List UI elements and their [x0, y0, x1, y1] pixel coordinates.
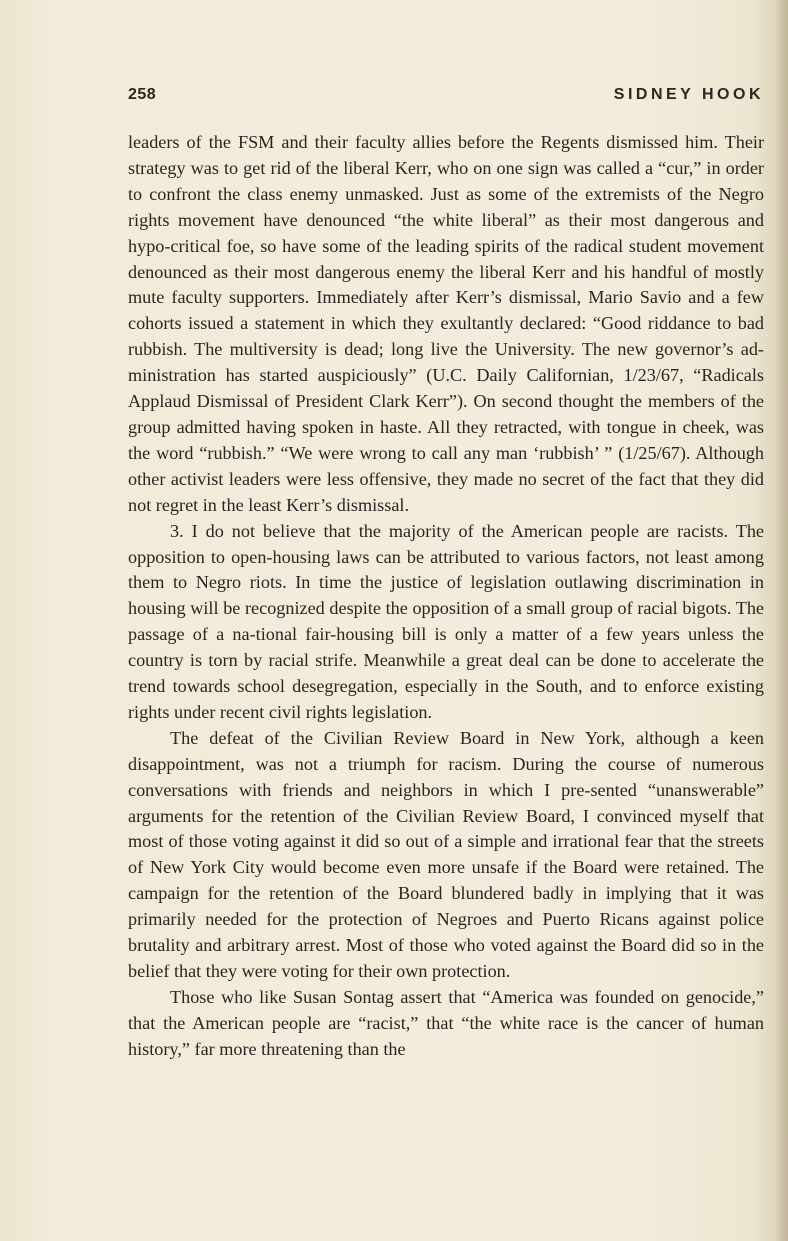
paragraph-3: The defeat of the Civilian Review Board in New York, although a keen disappointment, was not a triumph for racism. During the course of numerous conversations with friends and neighbors in which I pre-sented “unanswerable” arguments for the retention of the Civilian Review Board, I convinced myself that most of those voting against it did so out of a simple and irrational fear that the streets of New York City would become even more unsafe if the Board were retained. The campaign for the retention of the Board blundered badly in implying that it was primarily needed for the protection of Negroes and Puerto Ricans against police brutality and arbitrary arrest. Most of those who voted against the Board did so in the belief that they were voting for their own protection. — [128, 727, 764, 981]
paragraph-1: leaders of the FSM and their faculty allies before the Regents dismissed him. Their strategy was to get rid of the liberal Kerr, who on one sign was called a “cur,” in order to confront the class enemy unmasked. Just as some of the extremists of the Negro rights movement have denounced “the white liberal” as their most dangerous and hypo-critical foe, so have some of the leading spirits of the radical student movement denounced as their most dangerous enemy the liberal Kerr and his handful of mostly mute faculty supporters. Immediately after Kerr’s dismissal, Mario Savio and a few cohorts issued a statement in which they exultantly declared: “Good riddance to bad rubbish. The multiversity is dead; long live the University. The new governor’s ad-ministration has started auspiciously” (U.C. Daily Californian, 1/23/67, “Radicals Applaud Dismissal of President Clark Kerr”). On second thought the members of the group admitted having spoken in haste. All they retracted, with tongue in cheek, was the word “rubbish.” “We were wrong to call any man ‘rubbish’ ” (1/25/67). Although other activist leaders were less offensive, they made no secret of the fact that they did not regret in the least Kerr’s dismissal. — [128, 132, 764, 515]
page-edge-shadow — [774, 0, 788, 1241]
paragraph-4: Those who like Susan Sontag assert that “America was founded on genocide,” that the American people are “racist,” that “the white race is the cancer of human history,” far more threatening than the — [128, 986, 764, 1059]
running-head — [128, 86, 764, 112]
running-head-author: SIDNEY HOOK — [613, 86, 764, 103]
body-text — [128, 130, 764, 1063]
paragraph-2: 3. I do not believe that the majority of the American people are racists. The opposition to open-housing laws can be attributed to various factors, not least among them to Negro riots. In time the justice of legislation outlawing discrimination in housing will be recognized despite the opposition of a small group of racial bigots. The passage of a na-tional fair-housing bill is only a matter of a few years unless the country is torn by racial strife. Meanwhile a great deal can be done to accelerate the trend towards school desegregation, especially in the South, and to enforce existing rights under recent civil rights legislation. — [128, 520, 764, 722]
page-number: 258 — [128, 86, 157, 103]
